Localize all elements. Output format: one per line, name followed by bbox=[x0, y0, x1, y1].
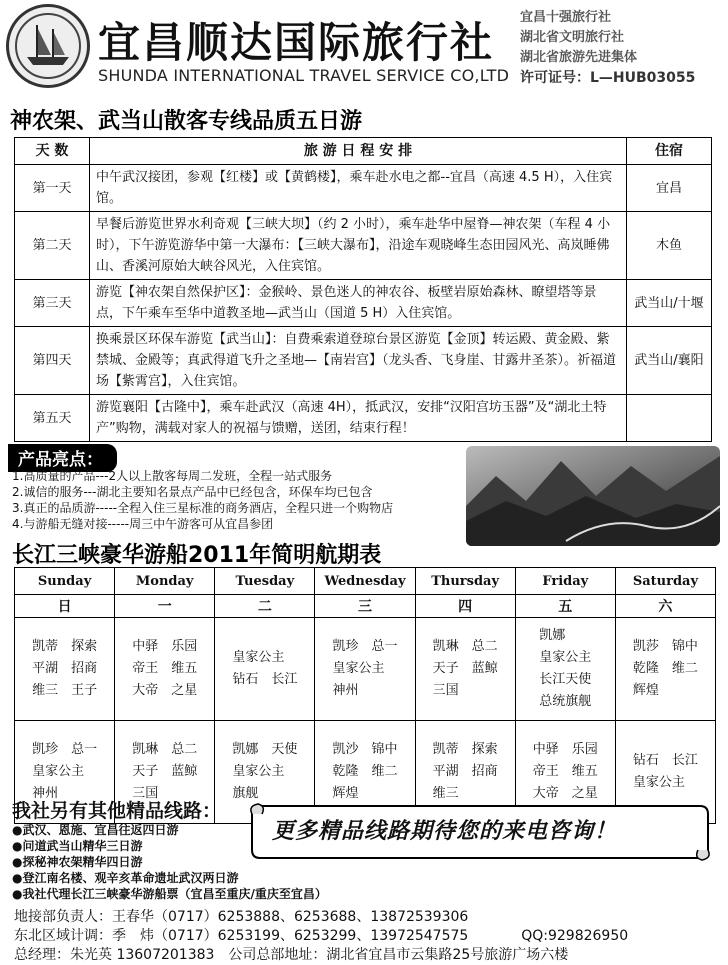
day-plan: 游览【神农架自然保护区】：金猴岭、景色迷人的神农谷、板壁岩原始森林、瞭望塔等景点，下午乘车至华中道教圣地—武当山（国道 5 H）入住宾馆。 bbox=[90, 280, 627, 327]
weekday-cn: 五 bbox=[515, 595, 615, 618]
ship-names: 三国 bbox=[132, 786, 159, 801]
weekday-en-row bbox=[15, 568, 716, 595]
mountain-scene-icon bbox=[466, 446, 720, 546]
sailing-ship-icon bbox=[13, 11, 83, 81]
contact-line-3: 总经理：朱光英 13607201383 公司总部地址：湖北省宜昌市云集路25号旅游广场六楼 bbox=[14, 947, 569, 963]
ship-names: 凯沙 锦中 bbox=[332, 742, 398, 757]
cruise-cell bbox=[15, 618, 115, 721]
cruise-cell bbox=[415, 618, 515, 721]
ship-names: 凯娜 bbox=[539, 628, 566, 643]
cruise-cell bbox=[515, 618, 615, 721]
header-day: 天 数 bbox=[15, 138, 90, 165]
day-plan: 游览襄阳【古隆中】，乘车赴武汉（高速 4H），抵武汉，安排“汉阳宫坊玉器”及“湖北土特产”购物，满载对家人的祝福与馈赠，送团，结束行程！ bbox=[90, 395, 627, 442]
ship-names: 帝王 维五 bbox=[532, 764, 598, 779]
ship-names: 钻石 长江 bbox=[232, 672, 298, 687]
ship-list bbox=[633, 750, 698, 794]
itinerary-header-row bbox=[15, 138, 712, 165]
list-item: ●我社代理长江三峡豪华游船票（宜昌至重庆/重庆至宜昌） bbox=[12, 887, 327, 901]
day-label: 第二天 bbox=[15, 212, 90, 280]
day-label: 第四天 bbox=[15, 327, 90, 395]
ship-names: 皇家公主 bbox=[232, 764, 285, 779]
weekday-cn: 六 bbox=[615, 595, 715, 618]
ship-names: 神州 bbox=[332, 683, 359, 698]
list-item: 3.真正的品质游-----全程入住三星标准的商务酒店，全程只进一个购物店 bbox=[12, 501, 394, 515]
day-label: 第三天 bbox=[15, 280, 90, 327]
table-row bbox=[15, 327, 712, 395]
ship-names: 凯娜 天使 bbox=[232, 742, 298, 757]
contact-qq: QQ:929826950 bbox=[521, 928, 629, 944]
weekday-en: Thursday bbox=[415, 568, 515, 595]
day-stay bbox=[627, 395, 712, 442]
company-name-en: SHUNDA INTERNATIONAL TRAVEL SERVICE CO,LTD bbox=[98, 66, 510, 85]
ship-list bbox=[332, 739, 397, 805]
ship-names: 凯珍 总一 bbox=[32, 742, 98, 757]
cruise-cell bbox=[115, 618, 215, 721]
ship-names: 凯琳 总二 bbox=[432, 639, 498, 654]
day-stay: 宜昌 bbox=[627, 165, 712, 212]
highlights-title: 产品亮点： bbox=[8, 444, 117, 472]
ship-names: 平湖 招商 bbox=[432, 764, 498, 779]
ship-list bbox=[533, 739, 598, 805]
list-item: 2.诚信的服务---湖北主要知名景点产品中已经包含，环保车均已包含 bbox=[12, 485, 373, 499]
ship-names: 三国 bbox=[432, 683, 459, 698]
contact-block bbox=[14, 908, 628, 965]
ship-names: 平湖 招商 bbox=[32, 661, 98, 676]
weekday-en: Tuesday bbox=[215, 568, 315, 595]
license-number: 许可证号：L—HUB03055 bbox=[520, 70, 696, 86]
ship-names: 凯珍 总一 bbox=[332, 639, 398, 654]
header-credentials bbox=[520, 8, 695, 88]
cruise-cell bbox=[315, 618, 415, 721]
weekday-cn: 日 bbox=[15, 595, 115, 618]
list-item: 4.与游船无缝对接-----周三中午游客可从宜昌参团 bbox=[12, 517, 274, 531]
weekday-cn: 三 bbox=[315, 595, 415, 618]
weekday-cn: 一 bbox=[115, 595, 215, 618]
ship-names: 辉煌 bbox=[332, 786, 359, 801]
weekday-en: Monday bbox=[115, 568, 215, 595]
ship-names: 大帝 之星 bbox=[532, 786, 598, 801]
ship-names: 帝王 维五 bbox=[132, 661, 198, 676]
ship-list bbox=[32, 636, 97, 702]
day-plan: 换乘景区环保车游览【武当山】：自费乘索道登琼台景区游览【金顶】转运殿、黄金殿、紫禁城、金殿等；真武得道飞升之圣地—【南岩宫】（龙头香、飞身崖、甘露井圣茶）。祈福道场【紫霄宫】，入住宾馆。 bbox=[90, 327, 627, 395]
weekday-cn: 二 bbox=[215, 595, 315, 618]
ship-names: 皇家公主 bbox=[332, 661, 385, 676]
weekday-en: Wednesday bbox=[315, 568, 415, 595]
ship-names: 钻石 长江 bbox=[632, 753, 698, 768]
list-item: ●问道武当山精华三日游 bbox=[12, 839, 143, 853]
list-item: ●登江南名楼、观辛亥革命遗址武汉两日游 bbox=[12, 871, 239, 885]
contact-line-2 bbox=[14, 927, 628, 946]
weekday-cn-row bbox=[15, 595, 716, 618]
day-plan: 早餐后游览世界水利奇观【三峡大坝】（约 2 小时），乘车赴华中屋脊—神农架（车程 4 小时），下午游览游华中第一大瀑布：【三峡大瀑布】，沿途车观晓峰生态田园风光、高岚睡佛山、香溪河原始大峡谷风光，入住宾馆。 bbox=[90, 212, 627, 280]
credential-1: 宜昌十强旅行社 bbox=[520, 10, 612, 25]
weekday-en: Saturday bbox=[615, 568, 715, 595]
ship-names: 皇家公主 bbox=[539, 650, 592, 665]
ship-names: 凯琳 总二 bbox=[132, 742, 198, 757]
contact-planner: 东北区域计调：季 炜（0717）6253199、6253299、13972547575 bbox=[14, 928, 469, 944]
credential-2: 湖北省文明旅行社 bbox=[520, 30, 625, 45]
ship-names: 长江天使 bbox=[539, 672, 592, 687]
cruise-cell bbox=[215, 618, 315, 721]
itinerary-title: 神农架、武当山散客专线品质五日游 bbox=[10, 109, 363, 134]
ship-names: 凯蒂 探索 bbox=[432, 742, 498, 757]
company-logo bbox=[6, 4, 90, 88]
list-item: 1.高质量的产品---2人以上散客每周二发班，全程一站式服务 bbox=[12, 469, 333, 483]
table-row bbox=[15, 212, 712, 280]
cruise-schedule-title: 长江三峡豪华游船2011年简明航期表 bbox=[12, 543, 382, 568]
company-name-cn: 宜昌顺达国际旅行社 bbox=[98, 18, 495, 67]
ship-list bbox=[633, 636, 698, 702]
ship-names: 辉煌 bbox=[632, 683, 659, 698]
ship-list bbox=[433, 636, 498, 702]
ship-list bbox=[332, 636, 397, 702]
table-row bbox=[15, 618, 716, 721]
weekday-en: Sunday bbox=[15, 568, 115, 595]
ship-names: 维三 王子 bbox=[32, 683, 98, 698]
ship-names: 皇家公主 bbox=[232, 650, 285, 665]
highlights-list bbox=[12, 468, 393, 532]
weekday-cn: 四 bbox=[415, 595, 515, 618]
header-plan: 旅 游 日 程 安 排 bbox=[90, 138, 627, 165]
ship-names: 天子 蓝鲸 bbox=[432, 661, 498, 676]
ship-names: 大帝 之星 bbox=[132, 683, 198, 698]
ship-list bbox=[433, 739, 498, 805]
scenic-photo bbox=[466, 446, 720, 546]
ship-names: 皇家公主 bbox=[32, 764, 85, 779]
list-item: ●探秘神农架精华四日游 bbox=[12, 855, 143, 869]
day-label: 第五天 bbox=[15, 395, 90, 442]
table-row bbox=[15, 165, 712, 212]
ship-names: 中驿 乐园 bbox=[132, 639, 198, 654]
ship-list bbox=[232, 647, 297, 691]
ship-names: 旗舰 bbox=[232, 786, 259, 801]
day-plan: 中午武汉接团，参观【红楼】或【黄鹤楼】，乘车赴水电之都--宜昌（高速 4.5 H），入住宾馆。 bbox=[90, 165, 627, 212]
ship-list bbox=[132, 636, 197, 702]
ship-names: 皇家公主 bbox=[632, 775, 685, 790]
banner-slogan: 更多精品线路期待您的来电咨询！ bbox=[272, 819, 618, 844]
ship-names: 乾隆 维二 bbox=[332, 764, 398, 779]
weekday-en: Friday bbox=[515, 568, 615, 595]
ship-names: 神州 bbox=[32, 786, 59, 801]
ship-names: 总统旗舰 bbox=[539, 694, 592, 709]
other-routes-title: 我社另有其他精品线路： bbox=[12, 800, 222, 822]
day-stay: 武当山/十堰 bbox=[627, 280, 712, 327]
day-label: 第一天 bbox=[15, 165, 90, 212]
table-row bbox=[15, 395, 712, 442]
ship-names: 天子 蓝鲸 bbox=[132, 764, 198, 779]
ship-list bbox=[539, 625, 591, 713]
cruise-cell bbox=[615, 618, 715, 721]
ship-names: 凯蒂 探索 bbox=[32, 639, 98, 654]
header-stay: 住宿 bbox=[627, 138, 712, 165]
ship-names: 凯莎 锦中 bbox=[632, 639, 698, 654]
credential-3: 湖北省旅游先进集体 bbox=[520, 50, 638, 65]
ship-list bbox=[232, 739, 297, 805]
table-row bbox=[15, 280, 712, 327]
day-stay: 武当山/襄阳 bbox=[627, 327, 712, 395]
contact-line-1: 地接部负责人：王春华（0717）6253888、6253688、13872539306 bbox=[14, 909, 469, 925]
cruise-schedule-table bbox=[14, 567, 716, 824]
ship-names: 中驿 乐园 bbox=[532, 742, 598, 757]
list-item: ●武汉、恩施、宜昌往返四日游 bbox=[12, 823, 179, 837]
ship-names: 维三 bbox=[432, 786, 459, 801]
day-stay: 木鱼 bbox=[627, 212, 712, 280]
ship-names: 乾隆 维二 bbox=[632, 661, 698, 676]
itinerary-table bbox=[14, 137, 712, 442]
